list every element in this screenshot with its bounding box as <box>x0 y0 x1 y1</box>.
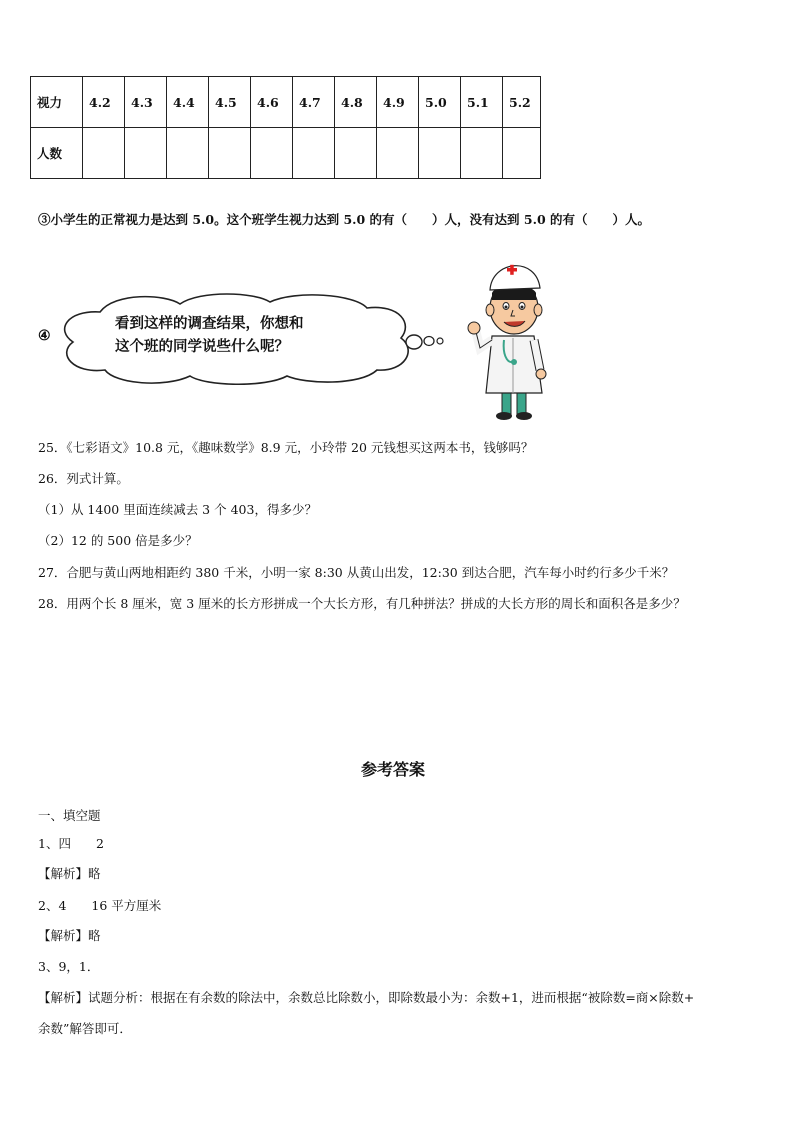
question-27: 27．合肥与黄山两地相距约 380 千米，小明一家 8:30 从黄山出发，12:30 到达合肥，汽车每小时约行多少千米？ <box>38 565 675 580</box>
answer-1-note: 【解析】略 <box>38 866 101 881</box>
count-cell[interactable] <box>251 128 293 179</box>
bubble-dot <box>437 338 443 344</box>
vision-value: 4.9 <box>377 77 419 128</box>
count-cell[interactable] <box>83 128 125 179</box>
count-cell[interactable] <box>335 128 377 179</box>
answer-3-note-line-2: 余数”解答即可． <box>38 1021 132 1036</box>
vision-table <box>30 76 541 179</box>
count-label: 人数 <box>31 128 83 179</box>
answers-section: 一、填空题 <box>38 808 101 823</box>
question-3: ③小学生的正常视力是达到 5.0。这个班学生视力达到 5.0 的有（ ）人，没有达到 5.0 的有（ ）人。 <box>38 212 651 227</box>
count-cell[interactable] <box>125 128 167 179</box>
vision-value: 4.5 <box>209 77 251 128</box>
count-cell[interactable] <box>293 128 335 179</box>
count-row <box>31 128 541 179</box>
vision-value: 4.7 <box>293 77 335 128</box>
count-cell[interactable] <box>167 128 209 179</box>
bubble-line-2: 这个班的同学说些什么呢？ <box>115 338 289 355</box>
answers-title: 参考答案 <box>361 760 426 779</box>
answer-3: 3、9，1． <box>38 959 100 974</box>
count-cell[interactable] <box>419 128 461 179</box>
count-cell[interactable] <box>377 128 419 179</box>
answer-1: 1、四 2 <box>38 836 104 851</box>
vision-value: 4.6 <box>251 77 293 128</box>
vision-header-label: 视力 <box>31 77 83 128</box>
vision-value: 4.8 <box>335 77 377 128</box>
question-26-1: （1）从 1400 里面连续减去 3 个 403，得多少？ <box>38 502 317 517</box>
count-cell[interactable] <box>209 128 251 179</box>
question-25: 25．《七彩语文》10.8 元，《趣味数学》8.9 元，小玲带 20 元钱想买这两本书，钱够吗？ <box>38 440 534 455</box>
vision-value: 4.4 <box>167 77 209 128</box>
bubble-dot <box>406 335 422 349</box>
question-4-marker: ④ <box>38 328 51 344</box>
count-cell[interactable] <box>461 128 503 179</box>
vision-value: 5.0 <box>419 77 461 128</box>
question-26: 26．列式计算。 <box>38 471 129 486</box>
vision-value: 4.3 <box>125 77 167 128</box>
count-cell[interactable] <box>503 128 541 179</box>
bubble-dot <box>424 337 434 346</box>
vision-row <box>31 77 541 128</box>
vision-value: 4.2 <box>83 77 125 128</box>
question-26-2: （2）12 的 500 倍是多少？ <box>38 533 198 548</box>
vision-value: 5.1 <box>461 77 503 128</box>
answer-2: 2、4 16 平方厘米 <box>38 898 162 913</box>
answer-2-note: 【解析】略 <box>38 928 101 943</box>
vision-value: 5.2 <box>503 77 541 128</box>
question-28: 28．用两个长 8 厘米，宽 3 厘米的长方形拼成一个大长方形，有几种拼法？拼成的大长方形的周长和面积各是多少？ <box>38 596 686 611</box>
answer-3-note-line-1: 【解析】试题分析：根据在有余数的除法中，余数总比除数小，即除数最小为：余数+1，进而根据“被除数=商×除数+ <box>38 990 695 1005</box>
doctor-illustration <box>462 248 562 423</box>
bubble-line-1: 看到这样的调查结果，你想和 <box>115 315 304 332</box>
